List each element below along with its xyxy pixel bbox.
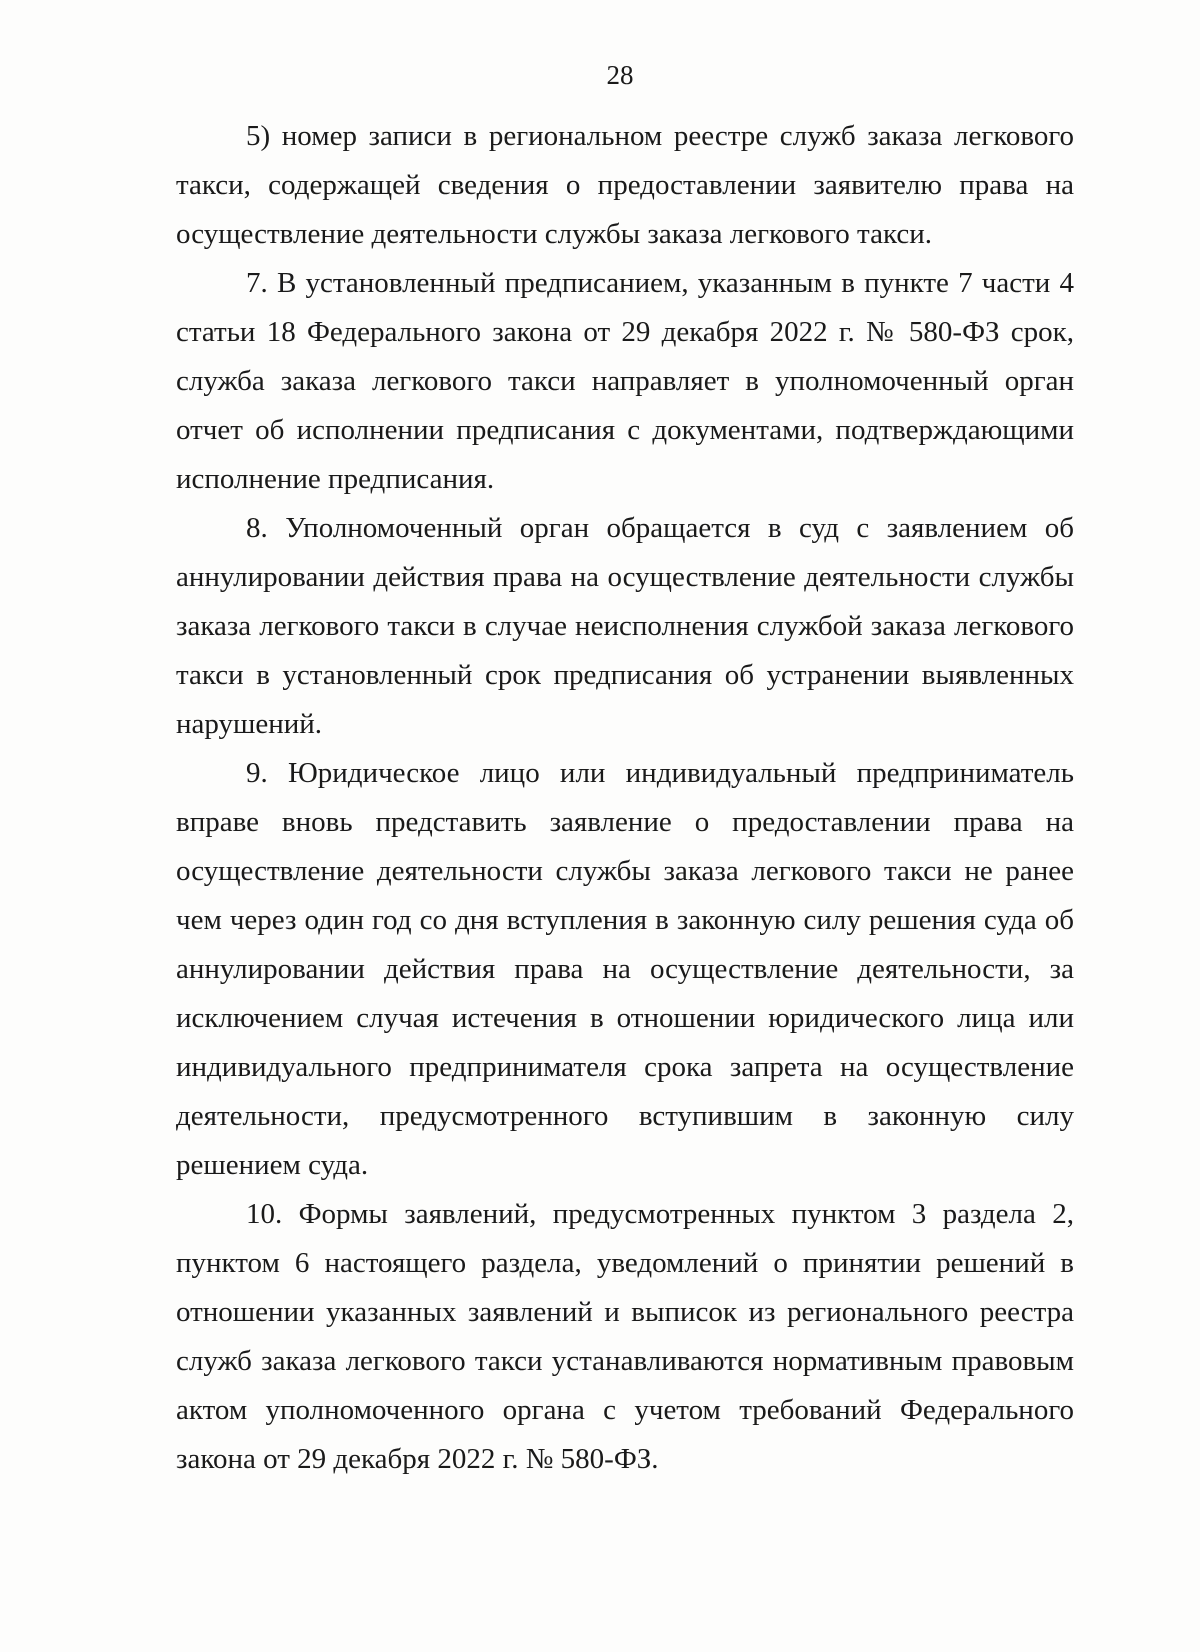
paragraph-point-7: 7. В установленный предписанием, указанным в пункте 7 части 4 статьи 18 Федерального закона от 29 декабря 2022 г. № 580-ФЗ срок, служба заказа легкового такси направляет в уполномоченный орган отчет об исполнении предписания с документами, подтверждающими исполнение предписания. (176, 267, 1074, 495)
page-number: 28 (606, 60, 634, 90)
paragraph-point-10: 10. Формы заявлений, предусмотренных пунктом 3 раздела 2, пунктом 6 настоящего раздела, уведомлений о принятии решений в отношении указанных заявлений и выписок из регионального реестра служб заказа легкового такси устанавливаются нормативным правовым актом уполномоченного органа с учетом требований Федерального закона от 29 декабря 2022 г. № 580-ФЗ. (176, 1198, 1074, 1475)
document-body (176, 112, 1074, 1484)
paragraph-item-5: 5) номер записи в региональном реестре служб заказа легкового такси, содержащей сведения о предоставлении заявителю права на осуществление деятельности службы заказа легкового такси. (176, 120, 1074, 250)
paragraph-point-8: 8. Уполномоченный орган обращается в суд с заявлением об аннулировании действия права на осуществление деятельности службы заказа легкового такси в случае неисполнения службой заказа легкового такси в установленный срок предписания об устранении выявленных нарушений. (176, 512, 1074, 740)
paragraph-point-9: 9. Юридическое лицо или индивидуальный предприниматель вправе вновь представить заявление о предоставлении права на осуществление деятельности службы заказа легкового такси не ранее чем через один год со дня вступления в законную силу решения суда об аннулировании действия права на осуществление деятельности, за исключением случая истечения в отношении юридического лица или индивидуального предпринимателя срока запрета на осуществление деятельности, предусмотренного вступившим в законную силу решением суда. (176, 757, 1074, 1181)
